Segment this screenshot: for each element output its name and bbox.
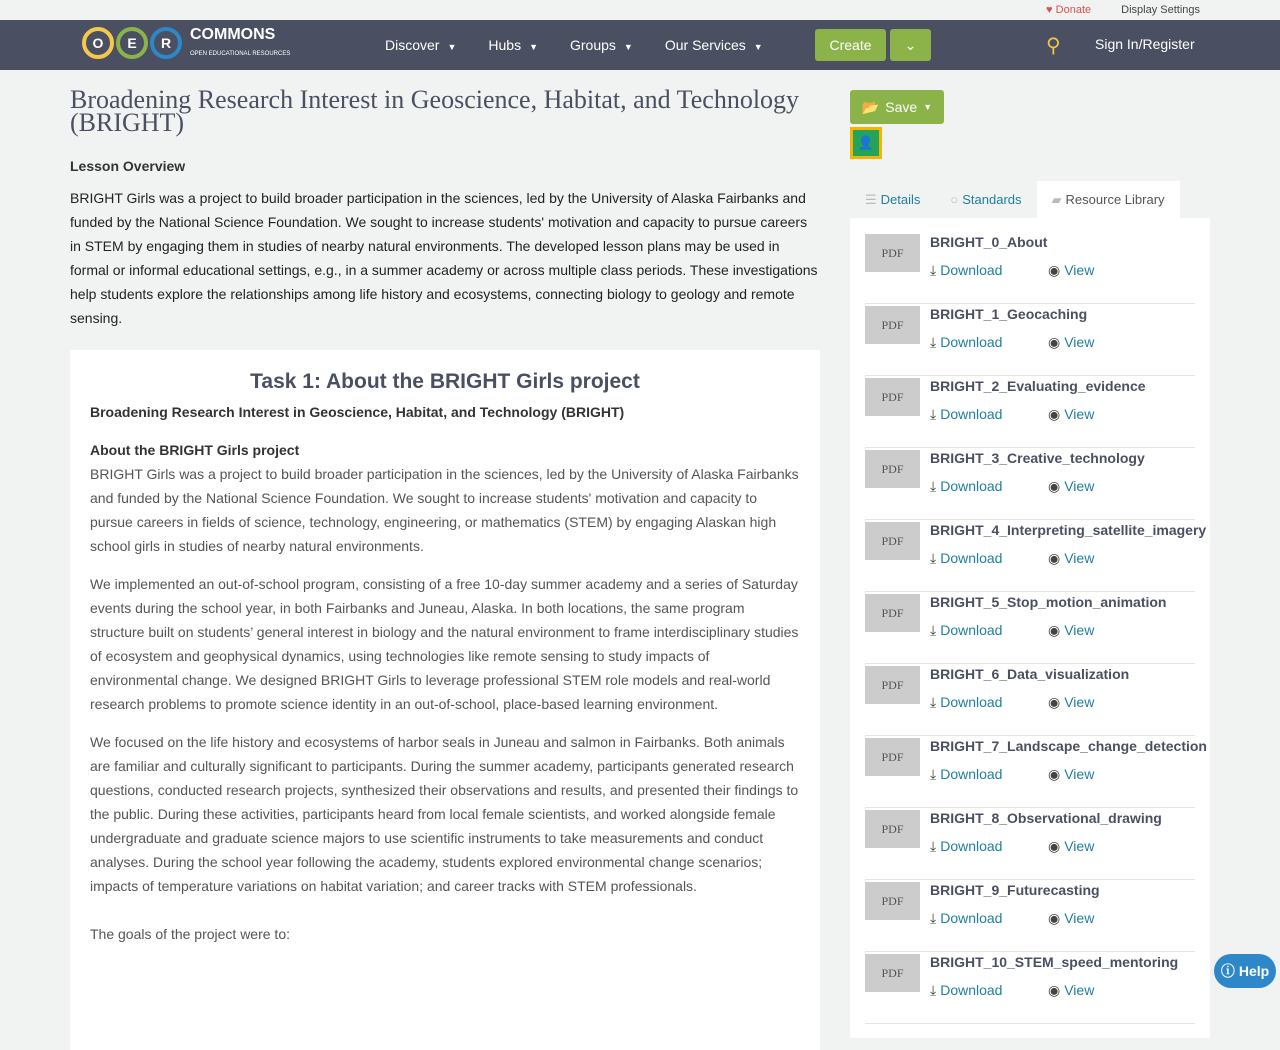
view-link[interactable]: ◉ View [1048,550,1095,566]
create-button[interactable]: Create [815,29,886,61]
view-link[interactable]: ◉ View [1048,982,1095,998]
resource-name: BRIGHT_10_STEM_speed_mentoring [930,954,1179,970]
pdf-thumbnail: PDF [865,306,920,344]
resource-name: BRIGHT_9_Futurecasting [930,882,1100,898]
eye-icon: ◉ [1048,262,1061,278]
save-button[interactable]: 📂 Save ▼ [850,90,944,124]
view-link[interactable]: ◉ View [1048,406,1095,422]
book-icon: ▰ [1051,191,1062,207]
nav-our-services[interactable]: Our Services ▼ [664,37,763,53]
eye-icon: ◉ [1048,766,1061,782]
download-icon: ⤓ [930,982,937,998]
eye-icon: ◉ [1048,910,1061,926]
google-classroom-button[interactable] [850,127,882,159]
task-content [70,350,820,1050]
task-paragraph: BRIGHT Girls was a project to build broader participation in the sciences, led by the University of Alaska Fairbanks and funded by the National Science Foundation. We sought to increase students' motivation and capacity to pursue careers in fields of science, technology, engineering, or mathematics (STEM) by engaging Alaskan high school girls in studies of nearby natural environments. [90,466,799,554]
nav-discover[interactable]: Discover ▼ [385,37,457,53]
task-heading: Task 1: About the BRIGHT Girls project [250,370,640,393]
task-paragraph: The goals of the project were to: [90,926,290,942]
download-link[interactable]: ⤓ Download [930,622,1003,638]
download-link[interactable]: ⤓ Download [930,334,1003,350]
view-link[interactable]: ◉ View [1048,910,1095,926]
logo-o: O [82,27,114,59]
donate-label: Donate [1055,4,1092,16]
resource-name: BRIGHT_3_Creative_technology [930,450,1145,466]
chevron-down-icon: ▼ [753,42,763,52]
main-nav [0,20,1280,70]
resource-item [865,808,1195,880]
task-paragraph: We implemented an out-of-school program, consisting of a free 10-day summer academy and a series of Saturday events during the school year, in both Fairbanks and Juneau, Alaska. In both locations, the same program structure built on students’ general interest in biology and the natural environment to frame interdisciplinary studies of ecosystem and geophysical dynamics, using technologies like remote sensing to study impacts of environmental change. We designed BRIGHT Girls to leverage professional STEM role models and real-world research problems to promote science identity in an out-of-school, place-based learning environment. [90,576,799,712]
download-icon: ⤓ [930,910,937,926]
chevron-down-icon: ▼ [447,42,457,52]
eye-icon: ◉ [1048,406,1061,422]
pdf-thumbnail: PDF [865,234,920,272]
task-section-heading: About the BRIGHT Girls project [90,442,300,458]
pdf-thumbnail: PDF [865,810,920,848]
download-link[interactable]: ⤓ Download [930,910,1003,926]
download-icon: ⤓ [930,478,937,494]
view-link[interactable]: ◉ View [1048,334,1095,350]
view-link[interactable]: ◉ View [1048,838,1095,854]
task-subtitle: Broadening Research Interest in Geoscience, Habitat, and Technology (BRIGHT) [90,404,625,420]
logo-title: COMMONS [190,26,276,43]
search-icon[interactable]: ⚲ [1046,35,1061,57]
download-icon: ⤓ [930,406,937,422]
list-icon: ☰ [865,191,877,207]
pdf-thumbnail: PDF [865,666,920,704]
resource-item [865,232,1195,304]
chevron-down-icon: ▼ [529,42,538,52]
download-link[interactable]: ⤓ Download [930,838,1003,854]
main-content [70,85,820,1050]
donate-link[interactable]: ♥ Donate [1046,4,1092,16]
pdf-thumbnail: PDF [865,882,920,920]
resource-item [865,736,1207,808]
sidebar-tabs [850,181,1180,218]
eye-icon: ◉ [1048,982,1061,998]
download-link[interactable]: ⤓ Download [930,550,1003,566]
utility-bar [0,0,1280,20]
pdf-thumbnail: PDF [865,378,920,416]
logo-r: R [150,27,182,59]
download-icon: ⤓ [930,622,937,638]
resource-name: BRIGHT_7_Landscape_change_detection [930,738,1207,754]
resource-item [865,448,1195,520]
resource-name: BRIGHT_2_Evaluating_evidence [930,378,1146,394]
view-link[interactable]: ◉ View [1048,766,1095,782]
help-button[interactable]: ⓘ Help [1214,954,1276,988]
resource-item [865,592,1195,664]
view-link[interactable]: ◉ View [1048,622,1095,638]
circle-icon: ○ [950,192,959,207]
logo-subtitle: OPEN EDUCATIONAL RESOURCES [190,51,291,57]
display-settings-link[interactable]: Display Settings [1121,4,1200,16]
download-link[interactable]: ⤓ Download [930,406,1003,422]
caret-down-icon: ▼ [923,102,933,112]
resource-item [865,376,1195,448]
download-icon: ⤓ [930,766,937,782]
tab-resource-library[interactable]: ▰ Resource Library [1037,181,1180,218]
view-link[interactable]: ◉ View [1048,478,1095,494]
download-icon: ⤓ [930,334,937,350]
resource-name: BRIGHT_8_Observational_drawing [930,810,1162,826]
pdf-thumbnail: PDF [865,522,920,560]
overview-heading: Lesson Overview [70,158,186,174]
resource-name: BRIGHT_4_Interpreting_satellite_imagery [930,522,1207,538]
download-icon: ⤓ [930,550,937,566]
pdf-thumbnail: PDF [865,594,920,632]
page-title: Broadening Research Interest in Geoscience, Habitat, and Technology (BRIGHT) [70,85,800,137]
nav-groups[interactable]: Groups ▼ [570,37,633,53]
resource-library-list [850,218,1210,1038]
overview-text: BRIGHT Girls was a project to build broader participation in the sciences, led by the University of Alaska Fairbanks and funded by the National Science Foundation. We sought to increase students' motivation and capacity to pursue careers in STEM by engaging them in studies of nearby natural environments. The developed lesson plans may be used in formal or informal educational settings, e.g., in a summer academy or across multiple class periods. These investigations help students explore the relationships among life history and ecosystems, connecting biology to geology and remote sensing. [70,190,818,326]
resource-item [865,880,1195,952]
download-icon: ⤓ [930,694,937,710]
resource-name: BRIGHT_0_About [930,234,1048,250]
eye-icon: ◉ [1048,694,1061,710]
tab-details[interactable]: ☰ Details [865,191,921,207]
download-link[interactable]: ⤓ Download [930,982,1003,998]
eye-icon: ◉ [1048,478,1061,494]
download-link[interactable]: ⤓ Download [930,694,1003,710]
task-paragraph: We focused on the life history and ecosystems of harbor seals in Juneau and salmon in Fairbanks. Both animals are familiar and culturally significant to participants. During the summer academy, participants generated research questions, conducted research projects, synthesized their observations and results, and presented their findings to the public. During these activities, participants heard from local female scientists, and worked alongside female undergraduate and graduate science majors to use scientific instruments to take measurements and conduct analyses. During the school year following the academy, students explored environmental change scenarios; impacts of temperature variations on habitat variation; and career tracks with STEM professionals. [90,734,799,894]
resource-name: BRIGHT_6_Data_visualization [930,666,1130,682]
view-link[interactable]: ◉ View [1048,262,1095,278]
download-link[interactable]: ⤓ Download [930,766,1003,782]
eye-icon: ◉ [1048,838,1061,854]
chevron-down-icon: ⌄ [904,36,917,53]
download-link[interactable]: ⤓ Download [930,478,1003,494]
create-dropdown-button[interactable] [890,29,931,61]
tab-standards[interactable]: ○ Standards [950,192,1022,207]
pdf-thumbnail: PDF [865,450,920,488]
download-icon: ⤓ [930,838,937,854]
download-icon: ⤓ [930,262,937,278]
download-link[interactable]: ⤓ Download [930,262,1003,278]
resource-item [865,664,1195,736]
resource-name: BRIGHT_1_Geocaching [930,306,1088,322]
resource-item [865,520,1207,592]
eye-icon: ◉ [1048,334,1061,350]
folder-open-icon: 📂 [861,98,880,115]
resource-name: BRIGHT_5_Stop_motion_animation [930,594,1167,610]
pdf-thumbnail: PDF [865,738,920,776]
resource-item [865,304,1195,376]
eye-icon: ◉ [1048,550,1061,566]
eye-icon: ◉ [1048,622,1061,638]
google-classroom-icon: 👤 [857,135,875,150]
question-circle-icon: ⓘ [1220,963,1235,979]
oer-commons-logo[interactable] [82,27,290,59]
view-link[interactable]: ◉ View [1048,694,1095,710]
resource-item [865,952,1195,1024]
pdf-thumbnail: PDF [865,954,920,992]
chevron-down-icon: ▼ [623,42,633,52]
logo-e: E [116,27,148,59]
sign-in-link[interactable]: Sign In/Register [1095,36,1195,52]
nav-hubs[interactable]: Hubs ▼ [488,37,538,53]
